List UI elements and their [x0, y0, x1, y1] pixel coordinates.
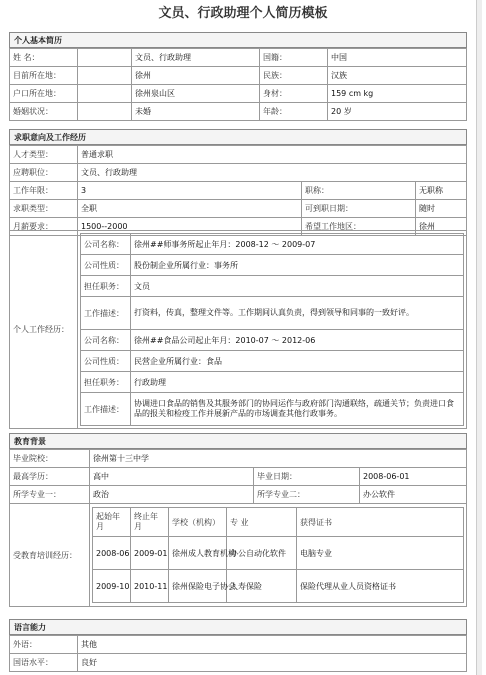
job-mode-label: 求职类型： [10, 200, 78, 218]
location-empty [78, 67, 132, 85]
nationality-value: 中国 [328, 49, 467, 67]
job2-desc: 协调进口食品的销售及其服务部门的协同运作与政府部门沟通联络，疏通关节；负责进口食品的报关和检疫工作并展新产品的市场调查其他行政事务。 [131, 393, 464, 426]
job1-desc: 打资料，传真，整理文件等。工作期间认真负责，得到领导和同事的一致好评。 [131, 297, 464, 330]
training-row-1-major: 办公自动化软件 [227, 537, 297, 570]
job2-role: 行政助理 [131, 372, 464, 393]
marital-label: 婚姻状况： [10, 103, 78, 121]
training-header-start: 起始年月 [93, 508, 131, 537]
training-header-cert: 获得证书 [297, 508, 464, 537]
foreign-language-label: 外语： [10, 636, 78, 654]
nationality-label: 国籍： [260, 49, 328, 67]
training-row-2-cert: 保险代理从业人员资格证书 [297, 570, 464, 603]
job1-role-label: 担任职务： [81, 276, 131, 297]
talent-type-label: 人才类型： [10, 146, 78, 164]
grad-date-label: 毕业日期： [254, 468, 360, 486]
mandarin-value: 良好 [78, 654, 467, 672]
experience-table [9, 230, 467, 429]
training-row-1-start: 2008-06 [93, 537, 131, 570]
job1-nature: 股份制企业所属行业：事务所 [131, 255, 464, 276]
job1-desc-label: 工作描述： [81, 297, 131, 330]
section-education-header: 教育背景 [9, 433, 467, 449]
intent-table [9, 145, 467, 236]
mandarin-label: 国语水平： [10, 654, 78, 672]
training-row-1-end: 2009-01 [131, 537, 169, 570]
foreign-language-value: 其他 [78, 636, 467, 654]
years-value: 3 [78, 182, 302, 200]
applied-role: 文员、行政助理 [132, 49, 260, 67]
area-label: 希望工作地区： [302, 218, 416, 236]
degree-label: 最高学历： [10, 468, 90, 486]
job1-company-label: 公司名称： [81, 234, 131, 255]
experience-label: 个人工作经历： [10, 231, 78, 429]
section-language-header: 语言能力 [9, 619, 467, 635]
height-value: 159 cm kg [328, 85, 467, 103]
hukou-value: 徐州泉山区 [132, 85, 260, 103]
ethnicity-label: 民族： [260, 67, 328, 85]
job1-company: 徐州##师事务所起止年月：2008-12 ～ 2009-07 [131, 234, 464, 255]
job2-desc-label: 工作描述： [81, 393, 131, 426]
job-title-value: 无职称 [416, 182, 467, 200]
training-row-2-start: 2009-10 [93, 570, 131, 603]
training-table [92, 507, 464, 603]
marital-empty [78, 103, 132, 121]
major1-label: 所学专业一： [10, 486, 90, 504]
training-label: 受教育培训经历： [10, 504, 90, 607]
talent-type-value: 普通求职 [78, 146, 467, 164]
degree-value: 高中 [90, 468, 254, 486]
training-row-2-school: 徐州保险电子协会 [169, 570, 227, 603]
school-value: 徐州第十三中学 [90, 450, 467, 468]
salary-label: 月薪要求： [10, 218, 78, 236]
marital-value: 未婚 [132, 103, 260, 121]
height-label: 身材： [260, 85, 328, 103]
location-label: 目前所在地： [10, 67, 78, 85]
hukou-empty [78, 85, 132, 103]
years-label: 工作年限： [10, 182, 78, 200]
school-label: 毕业院校： [10, 450, 90, 468]
hukou-label: 户口所在地： [10, 85, 78, 103]
start-date-value: 随时 [416, 200, 467, 218]
salary-value: 1500--2000 [78, 218, 302, 236]
training-row-1-cert: 电脑专业 [297, 537, 464, 570]
name-label: 姓 名： [10, 49, 78, 67]
location-value: 徐州 [132, 67, 260, 85]
job1-nature-label: 公司性质： [81, 255, 131, 276]
training-row-1-school: 徐州成人教育机构 [169, 537, 227, 570]
job1-role: 文员 [131, 276, 464, 297]
section-intent-header: 求职意向及工作经历 [9, 129, 467, 145]
vertical-scrollbar[interactable] [476, 0, 482, 675]
position-value: 文员、行政助理 [78, 164, 467, 182]
position-label: 应聘职位： [10, 164, 78, 182]
training-header-school: 学校（机构） [169, 508, 227, 537]
basic-info-table [9, 48, 467, 121]
page-title: 文员、行政助理个人简历模板 [158, 6, 328, 21]
age-label: 年龄： [260, 103, 328, 121]
major2-value: 办公软件 [360, 486, 467, 504]
area-value: 徐州 [416, 218, 467, 236]
grad-date-value: 2008-06-01 [360, 468, 467, 486]
training-row-2-end: 2010-11 [131, 570, 169, 603]
training-header-major: 专 业 [227, 508, 297, 537]
ethnicity-value: 汉族 [328, 67, 467, 85]
section-basic-header: 个人基本简历 [9, 32, 467, 48]
job2-nature: 民营企业所属行业：食品 [131, 351, 464, 372]
job-title-label: 职称： [302, 182, 416, 200]
name-value [78, 49, 132, 67]
major2-label: 所学专业二： [254, 486, 360, 504]
job2-role-label: 担任职务： [81, 372, 131, 393]
start-date-label: 可到职日期： [302, 200, 416, 218]
job2-nature-label: 公司性质： [81, 351, 131, 372]
language-table [9, 635, 467, 672]
age-value: 20 岁 [328, 103, 467, 121]
job2-company: 徐州##食品公司起止年月：2010-07 ～ 2012-06 [131, 330, 464, 351]
education-table [9, 449, 467, 607]
major1-value: 政治 [90, 486, 254, 504]
training-header-end: 终止年月 [131, 508, 169, 537]
job-mode-value: 全职 [78, 200, 302, 218]
job2-company-label: 公司名称： [81, 330, 131, 351]
training-row-2-major: 人寿保险 [227, 570, 297, 603]
